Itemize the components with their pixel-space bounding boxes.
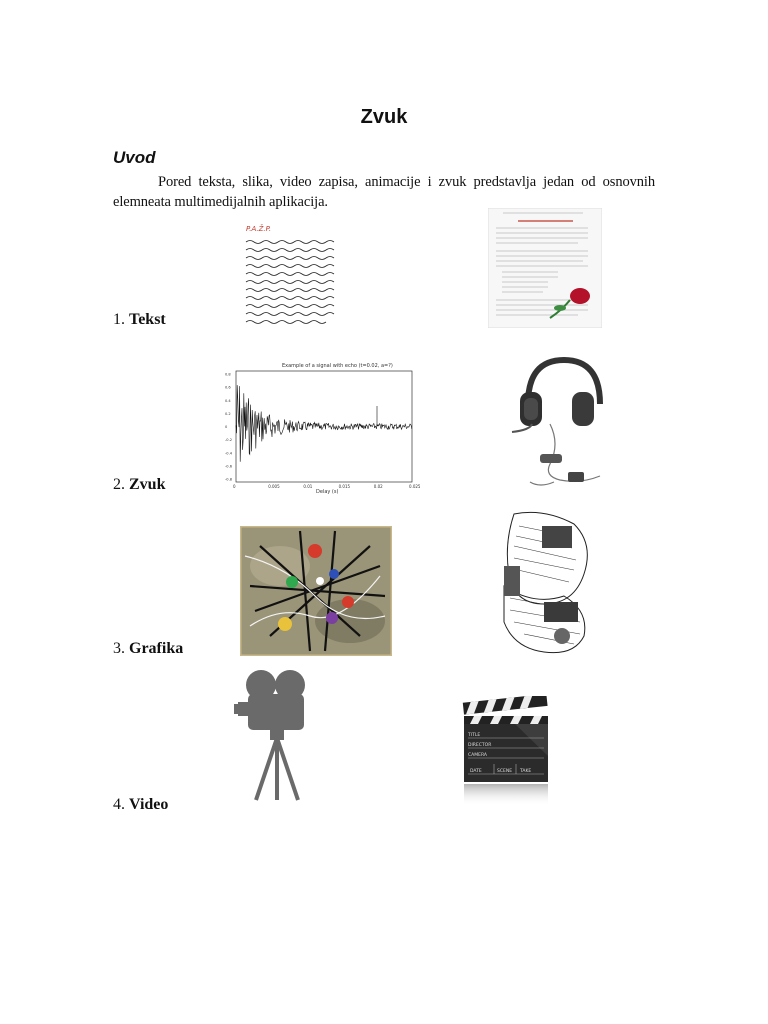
label-grafika: 3. Grafika bbox=[113, 640, 184, 657]
label-zvuk: 2. Zvuk bbox=[113, 476, 166, 493]
clapper-reflection bbox=[464, 784, 548, 806]
clapper-row-director: DIRECTOR bbox=[468, 743, 492, 748]
plot-y-tick-label: 0.2 bbox=[225, 411, 231, 416]
clapper-row-camera: CAMERA bbox=[468, 753, 487, 758]
intro-paragraph: Pored teksta, slika, video zapisa, animacije i zvuk predstavlja jedan od osnovnih elemneata multimedijalnih aplikacija. bbox=[113, 174, 655, 210]
plot-x-tick-label: 0.025 bbox=[409, 484, 420, 489]
plot-title: Example of a signal with echo (t=0.02, a=?) bbox=[282, 363, 393, 369]
clapper-label-scene: SCENE bbox=[497, 769, 513, 774]
plot-x-tick-label: 0.015 bbox=[338, 484, 351, 489]
plot-x-tick-label: 0.01 bbox=[303, 484, 313, 489]
page-title: Zvuk bbox=[360, 106, 408, 128]
plot-x-tick-label: 0 bbox=[233, 484, 236, 489]
plot-y-tick-label: 0 bbox=[225, 425, 228, 429]
film-camera-icon bbox=[234, 666, 314, 802]
plot-y-tick-label: 0.4 bbox=[225, 398, 231, 403]
note-heading: P.A.Ž.P. bbox=[246, 225, 272, 233]
section-heading: Uvod bbox=[113, 148, 156, 167]
plot-y-tick-label: 0.6 bbox=[225, 385, 231, 390]
plot-y-tick-label: -0.6 bbox=[225, 464, 233, 469]
plot-y-tick-label: -0.4 bbox=[225, 451, 233, 456]
plot-xlabel: Delay (s) bbox=[316, 489, 339, 495]
clapper-label-take: TAKE bbox=[520, 769, 532, 774]
label-tekst: 1. Tekst bbox=[113, 311, 166, 328]
clapperboard-icon bbox=[460, 696, 552, 808]
plot-y-tick-label: -0.8 bbox=[225, 477, 233, 482]
plot-x-tick-label: 0.005 bbox=[268, 484, 280, 489]
headphones-image bbox=[510, 352, 606, 492]
label-video: 4. Video bbox=[113, 796, 169, 813]
clapper-label-date: DATE bbox=[470, 769, 482, 774]
abstract-painting-image bbox=[240, 526, 392, 656]
handwritten-note-image bbox=[244, 222, 344, 328]
clapper-row-title: TITLE bbox=[468, 733, 481, 738]
plot-x-tick-label: 0.02 bbox=[373, 484, 383, 489]
signal-decay-plot bbox=[224, 358, 420, 496]
printed-card-image bbox=[488, 208, 602, 328]
plot-y-tick-label: 0.8 bbox=[225, 372, 231, 377]
engraved-illustration-image bbox=[484, 506, 602, 656]
plot-y-tick-label: -0.2 bbox=[225, 438, 233, 443]
